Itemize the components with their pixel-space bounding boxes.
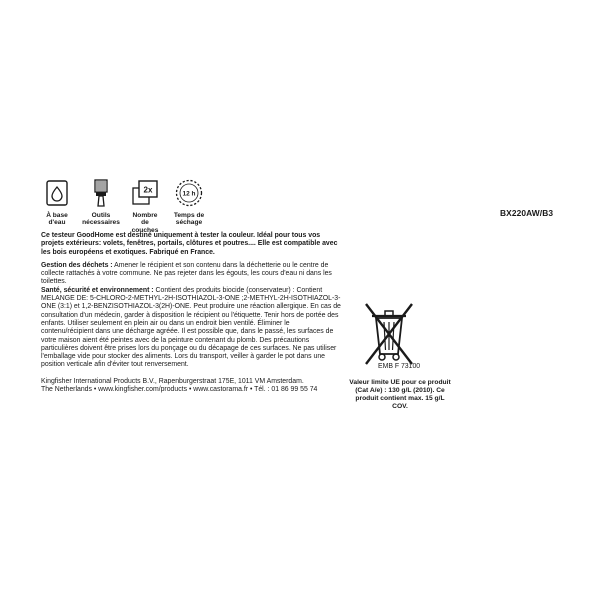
icon-label: À base d'eau: [46, 212, 68, 227]
coats-badge: 2x: [143, 185, 153, 195]
company-line-1: Kingfisher International Products B.V., Rapenburgerstraat 175E, 1011 VM Amsterdam.: [41, 377, 304, 385]
emb-code: EMB F 73100: [378, 363, 421, 370]
icon-water-based: [40, 178, 74, 234]
water-drop-can-icon: [42, 178, 72, 208]
safety-paragraph: [41, 287, 341, 370]
coats-2x-icon: [130, 178, 160, 208]
voc-limit-text: Valeur limite UE pour ce produit (Cat A/e) : 130 g/L (2010). Ce produit contient max. 15 g/L COV.: [349, 379, 451, 410]
icon-row: [40, 178, 206, 234]
icon-drying: [172, 178, 206, 234]
clock-badge: 12 h: [182, 190, 196, 198]
waste-heading: Gestion des déchets :: [41, 261, 113, 269]
icon-tools: [84, 178, 118, 234]
icon-label: Temps de séchage: [173, 212, 205, 227]
company-info: [41, 378, 341, 395]
label-text-block: [41, 232, 341, 394]
company-line-2: The Netherlands • www.kingfisher.com/products • www.castorama.fr • Tél. : 01 86 99 55 74: [41, 386, 318, 394]
icon-coats: [128, 178, 162, 234]
icon-label: Nombre de couches: [131, 212, 159, 234]
brush-icon: [86, 178, 116, 208]
waste-text: Amener le récipient et son contenu dans la déchetterie ou le centre de collecte rattachés à votre commune. Ne pas rejeter dans les égouts, les cours d'eau ni dans les toilettes.: [41, 261, 332, 286]
clock-12h-icon: [174, 178, 204, 208]
intro-paragraph: Ce testeur GoodHome est destiné uniquement à tester la couleur. Idéal pour tous vos projets extérieurs: volets, fenêtres, portails, clôtures et poutres.... Elle est compatible avec les bois européens et exotiques. Fabriqué en France.: [41, 232, 338, 256]
safety-heading: Santé, sécurité et environnement :: [41, 286, 154, 294]
safety-text: Contient des produits biocide (conservateur) : Contient MELANGE DE: 5-CHLORO-2-METHYL-2H-ISOTHIAZOL-3-ONE ;2-METHYL-2H-ISOTHIAZOL-3-ONE (3:1) et 1,2-BENZISOTHIAZOL-3(2H)-ONE. Peut produire une réaction allergique. En cas de consultation d'un médecin, garder à disposition le récipient ou l'étiquette. Tenir hors de portée des enfants. Utiliser seulement en plein air ou dans un endroit bien ventilé. Éliminer le contenu/récipient dans une décharge agréée. Il est possible que, dans le passé, les surfaces de votre maison aient été peintes avec de la peinture contenant du plomb. Des précautions particulières doivent être prises lors du ponçage ou du décapage de ces surfaces. Ne pas utiliser l'emballage vide pour stocker des aliments. Lors du transport, veiller à garder le pot dans une position verticale afin d'éviter tout renversement.: [41, 286, 341, 369]
waste-paragraph: [41, 262, 341, 287]
product-code: BX220AW/B3: [500, 208, 554, 218]
icon-label: Outils nécessaires: [82, 212, 120, 227]
